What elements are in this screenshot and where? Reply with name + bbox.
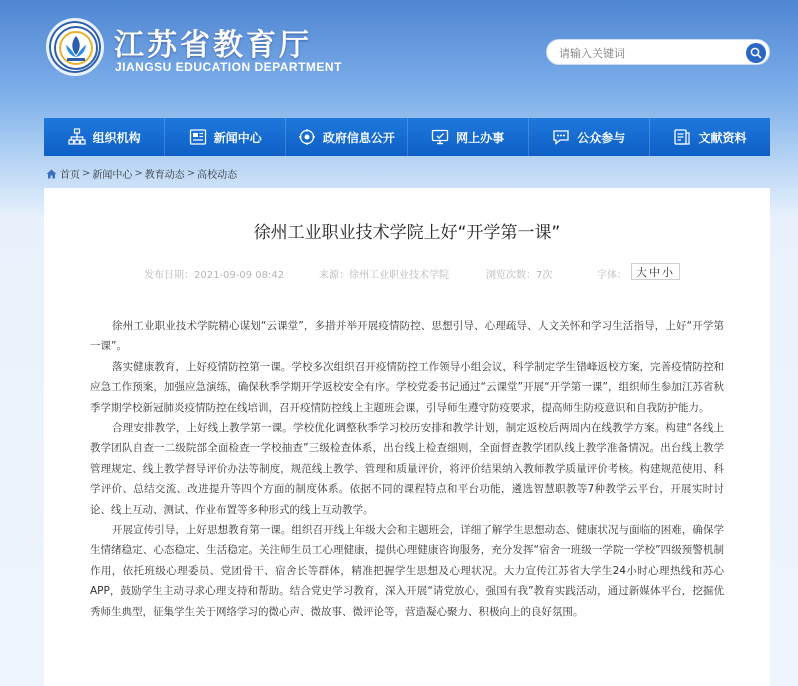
home-icon	[46, 169, 57, 179]
nav-item-label: 组织机构	[92, 130, 141, 145]
font-size-label: 字体：	[597, 270, 627, 281]
public-participation-icon	[552, 128, 570, 146]
breadcrumb-education-news[interactable]: 教育动态	[144, 170, 185, 181]
search-box	[546, 39, 770, 65]
article-title: 徐州工业职业技术学院上好“开学第一课”	[253, 223, 561, 243]
article-paragraph: 合理安排教学，上好线上教学第一课。学校优化调整秋季学习校历安排和教学计划，制定返校后两周内在线教学方案。构建“各线上教学团队自查一二级院部全面检查一学校抽查”三级检查体系，出台线上检查细则，全面督查教学团队线上教学准备情况。出台线上教学管理规定、线上教学督导评价办法等制度，规范线上教学、管理和质量评价，将评价结果纳入教师教学质量评价考核。构建规范使用、科学评价、总结交流、改进提升等四个方面的制度体系。依据不同的课程特点和平台功能，遴选智慧职教等7种教学云平台，开展实时讨论、线上互动、测试、作业布置等多种形式的线上互动教学。	[90, 422, 724, 516]
breadcrumb-separator: >	[186, 168, 196, 179]
breadcrumb-news-center[interactable]: 新闻中心	[92, 170, 133, 181]
article-source: 来源：徐州工业职业技术学院	[319, 270, 449, 281]
article-card	[44, 188, 770, 686]
article-body	[90, 316, 724, 622]
org-chart-icon	[68, 128, 86, 146]
view-count: 浏览次数：7次	[486, 270, 553, 281]
breadcrumb-separator: >	[134, 168, 143, 179]
nav-item-public-participation[interactable]	[529, 118, 650, 156]
nav-item-label: 政府信息公开	[322, 130, 395, 145]
nav-item-label: 公众参与	[577, 130, 626, 145]
nav-item-organization[interactable]	[44, 118, 165, 156]
font-size-switcher	[631, 263, 680, 280]
breadcrumb-home[interactable]: 首页	[60, 170, 80, 181]
nav-item-label: 网上办事	[456, 130, 505, 145]
emblem-logo-icon[interactable]	[46, 18, 104, 76]
site-logo-subtitle: JIANGSU EDUCATION DEPARTMENT	[115, 60, 342, 74]
main-nav	[44, 118, 770, 156]
article-paragraph: 落实健康教育，上好疫情防控第一课。学校多次组织召开疫情防控工作领导小组会议，科学制定学生错峰返校方案，完善疫情防控和应急工作预案，加强应急演练，确保秋季学期开学返校安全有序。学校党委书记通过“云课堂”开展“开学第一课”，组织师生参加江苏省秋季学期学校新冠肺炎疫情防控在线培训，召开疫情防控线上主题班会课，引导师生遵守防疫要求，提高师生防疫意识和自我防护能力。	[90, 360, 724, 414]
search-icon	[750, 47, 762, 59]
article-paragraph: 开展宣传引导，上好思想教育第一课。组织召开线上年级大会和主题班会，详细了解学生思想动态、健康状况与面临的困难，确保学生情绪稳定、心态稳定、生活稳定。关注师生员工心理健康，提供心理健康咨询服务，充分发挥“宿舍一班级一学院一学校”四级预警机制作用，依托班级心理委员、党团骨干、宿舍长等群体，精准把握学生思想及心理状况。大力宣传江苏省大学生24小时心理热线和苏心APP，鼓励学生主动寻求心理支持和帮助。结合党史学习教育，深入开展“请党放心，强国有我”教育实践活动，通过新媒体平台，挖掘优秀师生典型，征集学生关于网络学习的微心声、微故事、微评论等，营造凝心聚力、积极向上的良好氛围。	[90, 524, 724, 618]
breadcrumb-separator: >	[82, 168, 91, 179]
news-icon	[189, 128, 207, 146]
documents-icon	[673, 128, 691, 146]
search-input[interactable]	[559, 44, 729, 62]
info-disclosure-icon	[298, 128, 316, 146]
nav-item-online-service[interactable]	[408, 118, 529, 156]
breadcrumb	[46, 166, 237, 181]
publish-date: 发布日期：2021-09-09 08:42	[144, 270, 285, 281]
nav-item-news[interactable]	[165, 118, 286, 156]
article-paragraph: 徐州工业职业技术学院精心谋划“云课堂”，多措并举开展疫情防控、思想引导、心理疏导、人文关怀和学习生活指导，上好“开学第一课”。	[90, 320, 724, 353]
online-service-icon	[431, 128, 449, 146]
font-size-medium[interactable]: 中	[649, 265, 662, 279]
font-size-large[interactable]: 大	[636, 265, 649, 279]
site-logo-title[interactable]: 江苏省教育厅	[114, 28, 312, 63]
search-button[interactable]	[746, 43, 766, 63]
nav-item-label: 文献资料	[698, 130, 747, 145]
font-size-small[interactable]: 小	[662, 265, 675, 279]
nav-item-label: 新闻中心	[213, 130, 262, 145]
nav-item-documents[interactable]	[650, 118, 770, 156]
nav-item-info-disclosure[interactable]	[286, 118, 407, 156]
site-header	[0, 0, 798, 118]
breadcrumb-university-news[interactable]: 高校动态	[197, 170, 238, 181]
